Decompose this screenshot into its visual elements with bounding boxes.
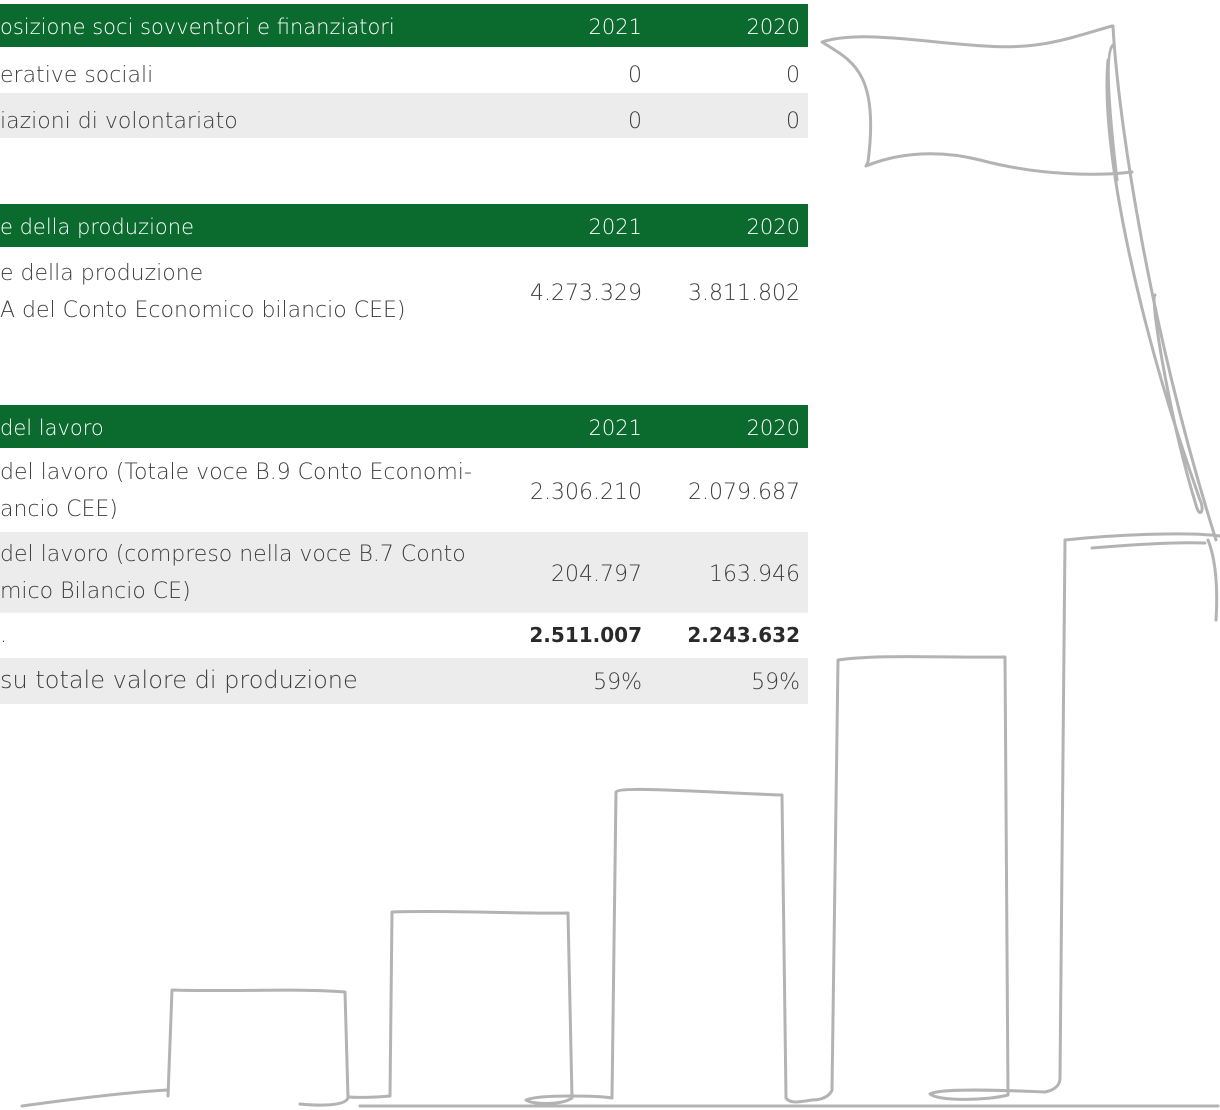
row-value-2021: 204.797 [551,562,642,587]
row-label: e della produzione A del Conto Economico bilancio CEE) [0,261,406,323]
header-label: del lavoro [0,416,104,440]
row-value-2020: 0 [786,109,800,134]
row-label: del lavoro (Totale voce B.9 Conto Economi- ancio CEE) [0,460,472,522]
row-label: del lavoro (compreso nella voce B.7 Conto mico Bilancio CE) [0,542,466,604]
header-year-2021: 2021 [588,215,642,239]
header-year-2020: 2020 [746,416,800,440]
row-value-2020: 0 [786,63,800,88]
row-value-2020: 163.946 [709,562,800,587]
row-label: erative sociali [0,63,154,88]
row-label: su totale valore di produzione [0,666,358,694]
header-year-2020: 2020 [746,215,800,239]
header-label: osizione soci sovventori e finanziatori [0,15,395,39]
row-value-2021: 4.273.329 [530,281,642,306]
row-value-2021: 2.306.210 [530,480,642,505]
header-year-2020: 2020 [746,15,800,39]
row-value-2020: 3.811.802 [688,281,800,306]
row-value-2021: 2.511.007 [529,623,642,647]
row-value-2021: 0 [628,109,642,134]
row-label: . [0,623,7,648]
row-value-2020: 2.243.632 [687,623,800,647]
row-value-2020: 2.079.687 [688,480,800,505]
row-value-2021: 59% [593,670,642,695]
row-label: iazioni di volontariato [0,109,238,134]
row-value-2021: 0 [628,63,642,88]
header-label: e della produzione [0,215,194,239]
row-value-2020: 59% [751,670,800,695]
header-year-2021: 2021 [588,15,642,39]
header-year-2021: 2021 [588,416,642,440]
